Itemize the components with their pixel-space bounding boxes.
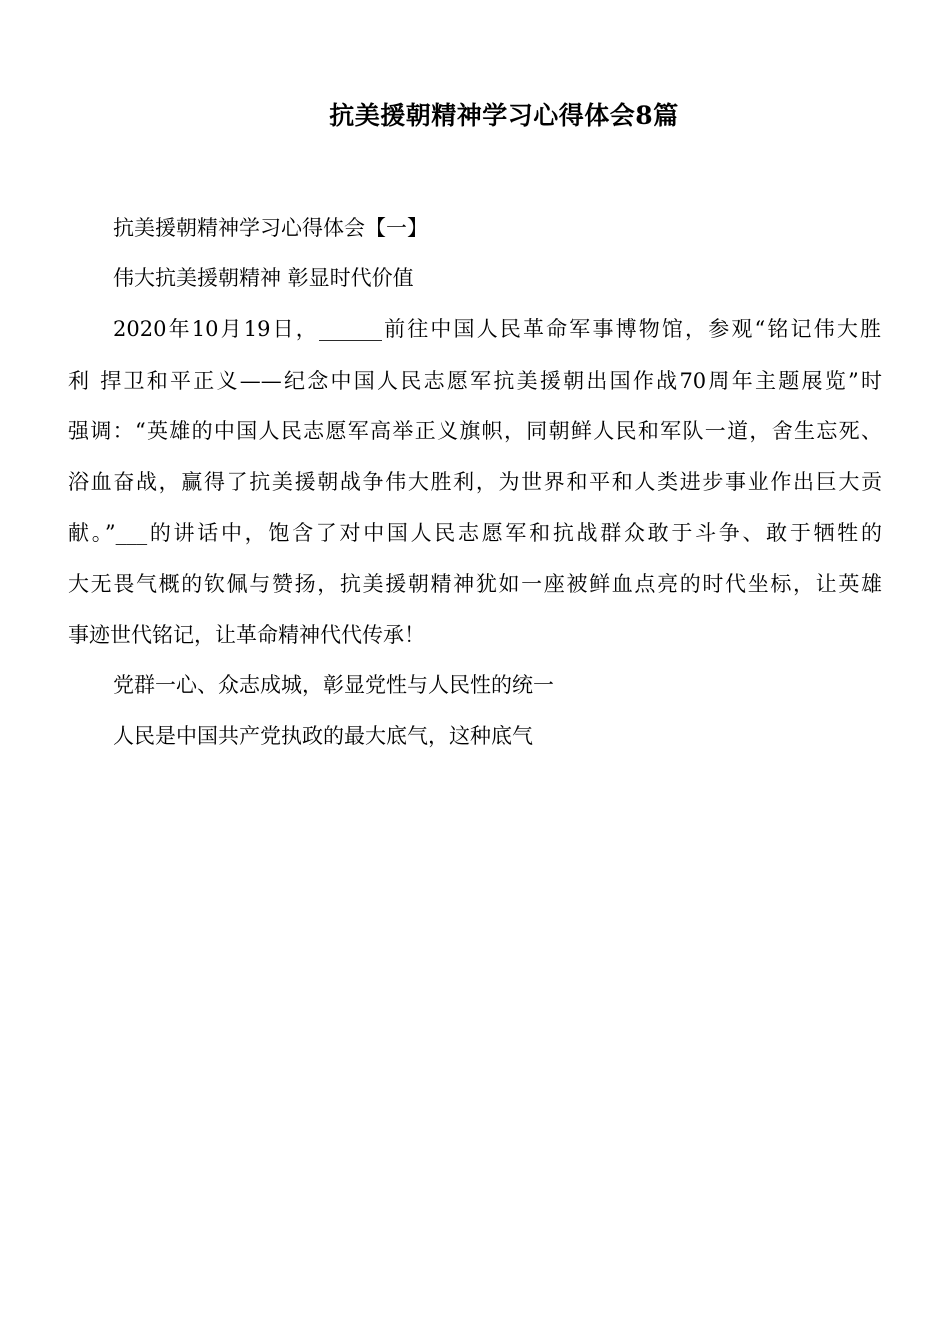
paragraph-line: 人民是中国共产党执政的最大底气，这种底气 (113, 724, 533, 748)
paragraph-line: 浴血奋战，赢得了抗美援朝战争伟大胜利，为世界和平和人类进步事业作出巨大贡 (68, 470, 882, 494)
paragraph-line: 2020年10月19日，______前往中国人民革命军事博物馆，参观“铭记伟大胜 (113, 317, 881, 341)
paragraph-line: 献。”___的讲话中，饱含了对中国人民志愿军和抗战群众敢于斗争、敢于牺牲的 (68, 521, 882, 545)
subheading: 党群一心、众志成城，彰显党性与人民性的统一 (113, 673, 554, 697)
paragraph-line: 事迹世代铭记，让革命精神代代传承！ (68, 623, 425, 647)
section-heading: 抗美援朝精神学习心得体会【一】 (113, 216, 428, 240)
paragraph-line: 大无畏气概的钦佩与赞扬，抗美援朝精神犹如一座被鲜血点亮的时代坐标，让英雄 (68, 572, 882, 596)
paragraph-line: 强调：“英雄的中国人民志愿军高举正义旗帜，同朝鲜人民和军队一道，舍生忘死、 (68, 419, 882, 443)
paragraph-line: 利 捍卫和平正义——纪念中国人民志愿军抗美援朝出国作战70周年主题展览”时 (68, 369, 882, 393)
document-title: 抗美援朝精神学习心得体会8篇 (329, 101, 679, 130)
article-title: 伟大抗美援朝精神 彰显时代价值 (113, 266, 414, 290)
